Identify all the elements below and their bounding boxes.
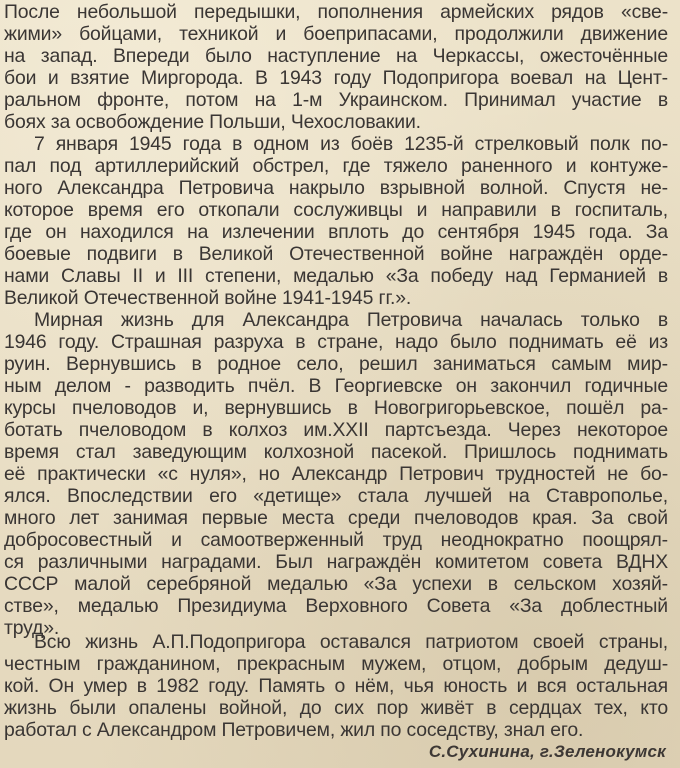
text-line: ся различными наградами. Был награждён комитетом совета ВДНХ [4,551,668,573]
text-line: ялся. Впоследствии его «детище» стала лучшей на Ставрополье, [4,485,668,507]
text-line: Великой Отечественной войне 1941-1945 гг.». [4,287,412,309]
text-line: ботать пчеловодом в колхоз им.XXII партсъезда. Через некоторое [4,419,668,441]
text-line: стве», медалью Президиума Верховного Совета «За доблестный [4,595,668,617]
text-line: После небольшой передышки, пополнения армейских рядов «све- [4,1,668,23]
text-line: жизнь были опалены войной, до сих пор живёт в сердцах тех, кто [4,697,668,719]
text-line: ного Александра Петровича накрыло взрывной волной. Спустя не- [4,177,668,199]
text-line: боях за освобождение Польши, Чехословакии. [4,111,421,133]
text-line: руин. Вернувшись в родное село, решил заниматься самым мир- [4,353,668,375]
text-line: труд». [4,617,60,639]
text-line: СССР малой серебряной медалью «За успехи в сельском хозяй- [4,573,668,595]
text-line: много лет занимая первые места среди пчеловодов края. За свой [4,507,668,529]
text-line: добросовестный и самоотверженный труд неоднократно поощрял- [4,529,668,551]
text-line: 7 января 1945 года в одном из боёв 1235-й стрелковый полк по- [34,133,668,155]
text-line: нами Славы II и III степени, медалью «За победу над Германией в [4,265,668,287]
text-line: ным делом - разводить пчёл. В Георгиевске он закончил годичные [4,375,668,397]
text-line: которое время его откопали сослуживцы и направили в госпиталь, [4,199,668,221]
text-line: пал под артиллерийский обстрел, где тяжело раненного и контуже- [4,155,668,177]
text-line: ральном фронте, потом на 1-м Украинском. Принимал участие в [4,89,668,111]
text-line: Всю жизнь А.П.Подопригора оставался патриотом своей страны, [34,631,668,653]
text-line: где он находился на излечении вплоть до сентября 1945 года. За [4,221,668,243]
text-line: жими» бойцами, техникой и боеприпасами, продолжили движение [4,23,668,45]
text-line: боевые подвиги в Великой Отечественной войне награждён орде- [4,243,668,265]
text-line: на запад. Впереди было наступление на Черкассы, ожесточённые [4,45,668,67]
text-line: 1946 году. Страшная разруха в стране, надо было поднимать её из [4,331,668,353]
text-line: честным гражданином, прекрасным мужем, отцом, добрым дедуш- [4,653,668,675]
author-signature: С.Сухинина, г.Зеленокумск [428,742,666,761]
article-column [4,0,676,768]
text-line: её практически «с нуля», но Александр Петрович трудностей не бо- [4,463,668,485]
text-line: курсы пчеловодов и, вернувшись в Новогригорьевское, пошёл ра- [4,397,668,419]
text-line: время стал заведующим колхозной пасекой. Пришлось поднимать [4,441,668,463]
text-line: бои и взятие Миргорода. В 1943 году Подопригора воевал на Цент- [4,67,668,89]
text-line: кой. Он умер в 1982 году. Память о нём, чья юность и вся остальная [4,675,668,697]
text-line: работал с Александром Петровичем, жил по соседству, знал его. [4,719,584,741]
text-line: Мирная жизнь для Александра Петровича началась только в [34,309,668,331]
